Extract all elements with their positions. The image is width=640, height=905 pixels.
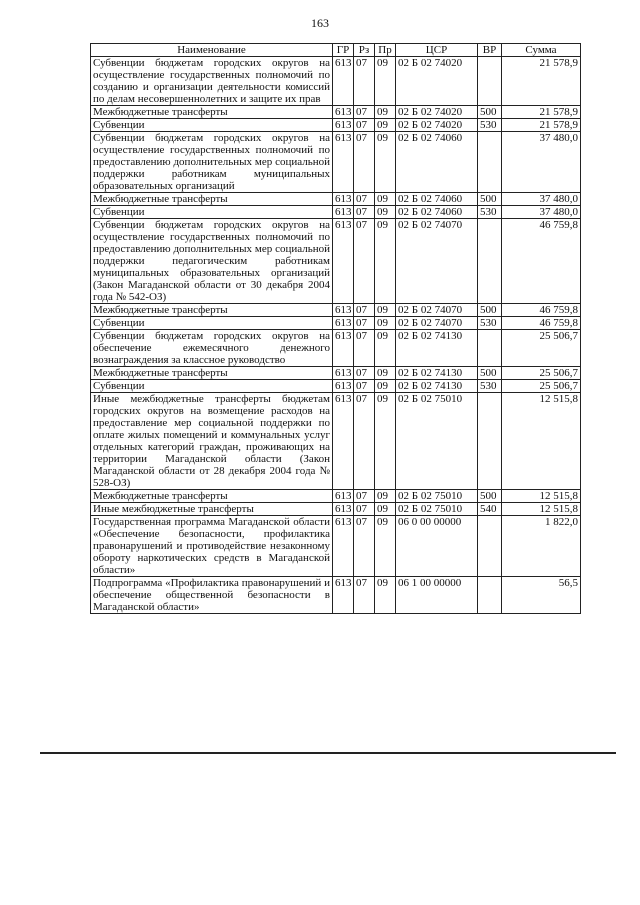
cell-vr <box>478 516 502 577</box>
cell-name: Иные межбюджетные трансферты бюджетам городских округов на возмещение расходов на предоставление мер социальной поддержки по оплате жилых помещений и коммунальных услуг отдельных категорий граждан, проживающих на территории Магаданской области (Закон Магаданской области от 28 декабря 2004 года № 528-ОЗ) <box>91 393 333 490</box>
cell-rz: 07 <box>354 57 375 106</box>
cell-gr: 613 <box>333 119 354 132</box>
cell-csr: 02 Б 02 74060 <box>396 193 478 206</box>
header-pr: Пр <box>375 44 396 57</box>
cell-sum: 21 578,9 <box>502 57 581 106</box>
header-gr: ГР <box>333 44 354 57</box>
cell-pr: 09 <box>375 516 396 577</box>
cell-gr: 613 <box>333 516 354 577</box>
cell-sum: 46 759,8 <box>502 304 581 317</box>
cell-csr: 02 Б 02 75010 <box>396 393 478 490</box>
cell-name: Субвенции <box>91 317 333 330</box>
table-row <box>91 304 581 317</box>
cell-name: Субвенции бюджетам городских округов на обеспечение ежемесячного денежного вознаграждения за классное руководство <box>91 330 333 367</box>
cell-sum: 25 506,7 <box>502 330 581 367</box>
cell-vr: 530 <box>478 206 502 219</box>
cell-rz: 07 <box>354 219 375 304</box>
cell-pr: 09 <box>375 57 396 106</box>
table-body <box>91 57 581 614</box>
cell-rz: 07 <box>354 330 375 367</box>
table-row <box>91 317 581 330</box>
cell-gr: 613 <box>333 503 354 516</box>
cell-name: Межбюджетные трансферты <box>91 304 333 317</box>
cell-sum: 46 759,8 <box>502 219 581 304</box>
cell-name: Межбюджетные трансферты <box>91 490 333 503</box>
cell-pr: 09 <box>375 490 396 503</box>
cell-csr: 02 Б 02 74130 <box>396 330 478 367</box>
table-row <box>91 577 581 614</box>
table-header-row <box>91 44 581 57</box>
cell-name: Субвенции бюджетам городских округов на осуществление государственных полномочий по предоставлению дополнительных мер социальной поддержки педагогическим работникам муниципальных образовательных организаций (Закон Магаданской области от 30 декабря 2004 года № 542-ОЗ) <box>91 219 333 304</box>
cell-sum: 1 822,0 <box>502 516 581 577</box>
cell-pr: 09 <box>375 367 396 380</box>
cell-gr: 613 <box>333 577 354 614</box>
header-sum: Сумма <box>502 44 581 57</box>
cell-gr: 613 <box>333 367 354 380</box>
cell-sum: 37 480,0 <box>502 206 581 219</box>
cell-rz: 07 <box>354 503 375 516</box>
cell-gr: 613 <box>333 317 354 330</box>
cell-vr <box>478 393 502 490</box>
cell-gr: 613 <box>333 304 354 317</box>
table-row <box>91 516 581 577</box>
cell-gr: 613 <box>333 193 354 206</box>
cell-vr: 500 <box>478 490 502 503</box>
cell-sum: 12 515,8 <box>502 503 581 516</box>
cell-pr: 09 <box>375 132 396 193</box>
cell-sum: 21 578,9 <box>502 106 581 119</box>
cell-name: Иные межбюджетные трансферты <box>91 503 333 516</box>
cell-sum: 12 515,8 <box>502 490 581 503</box>
cell-sum: 46 759,8 <box>502 317 581 330</box>
cell-vr: 500 <box>478 106 502 119</box>
cell-gr: 613 <box>333 490 354 503</box>
cell-rz: 07 <box>354 490 375 503</box>
cell-rz: 07 <box>354 367 375 380</box>
table-row <box>91 490 581 503</box>
cell-name: Межбюджетные трансферты <box>91 193 333 206</box>
cell-csr: 02 Б 02 74060 <box>396 132 478 193</box>
cell-rz: 07 <box>354 106 375 119</box>
table-row <box>91 330 581 367</box>
page-number: 163 <box>311 16 329 30</box>
cell-pr: 09 <box>375 330 396 367</box>
cell-vr <box>478 57 502 106</box>
cell-sum: 25 506,7 <box>502 367 581 380</box>
table-row <box>91 380 581 393</box>
cell-name: Субвенции бюджетам городских округов на осуществление государственных полномочий по предоставлению дополнительных мер социальной поддержки работникам муниципальных образовательных организаций <box>91 132 333 193</box>
cell-csr: 02 Б 02 74020 <box>396 106 478 119</box>
table-row <box>91 57 581 106</box>
cell-vr <box>478 330 502 367</box>
cell-gr: 613 <box>333 106 354 119</box>
cell-vr: 530 <box>478 317 502 330</box>
cell-csr: 02 Б 02 74070 <box>396 219 478 304</box>
cell-rz: 07 <box>354 380 375 393</box>
cell-vr: 500 <box>478 367 502 380</box>
cell-pr: 09 <box>375 577 396 614</box>
cell-csr: 06 0 00 00000 <box>396 516 478 577</box>
cell-csr: 02 Б 02 74020 <box>396 57 478 106</box>
cell-pr: 09 <box>375 106 396 119</box>
cell-sum: 37 480,0 <box>502 132 581 193</box>
cell-gr: 613 <box>333 132 354 193</box>
cell-vr <box>478 219 502 304</box>
cell-csr: 06 1 00 00000 <box>396 577 478 614</box>
cell-pr: 09 <box>375 119 396 132</box>
budget-table <box>90 43 581 614</box>
cell-rz: 07 <box>354 393 375 490</box>
cell-name: Субвенции <box>91 380 333 393</box>
cell-csr: 02 Б 02 74130 <box>396 380 478 393</box>
cell-rz: 07 <box>354 119 375 132</box>
cell-name: Государственная программа Магаданской области «Обеспечение безопасности, профилактика правонарушений и противодействие незаконному обороту наркотических средств в Магаданской области» <box>91 516 333 577</box>
cell-csr: 02 Б 02 75010 <box>396 503 478 516</box>
cell-csr: 02 Б 02 74060 <box>396 206 478 219</box>
cell-pr: 09 <box>375 380 396 393</box>
cell-pr: 09 <box>375 304 396 317</box>
cell-sum: 21 578,9 <box>502 119 581 132</box>
cell-name: Субвенции бюджетам городских округов на осуществление государственных полномочий по созданию и организации деятельности комиссий по делам несовершеннолетних и защите их прав <box>91 57 333 106</box>
cell-pr: 09 <box>375 219 396 304</box>
cell-name: Субвенции <box>91 206 333 219</box>
cell-rz: 07 <box>354 516 375 577</box>
cell-pr: 09 <box>375 317 396 330</box>
table-row <box>91 132 581 193</box>
cell-rz: 07 <box>354 317 375 330</box>
table-row <box>91 367 581 380</box>
cell-rz: 07 <box>354 132 375 193</box>
cell-gr: 613 <box>333 206 354 219</box>
cell-csr: 02 Б 02 74020 <box>396 119 478 132</box>
header-name: Наименование <box>91 44 333 57</box>
cell-name: Субвенции <box>91 119 333 132</box>
cell-vr <box>478 577 502 614</box>
cell-rz: 07 <box>354 577 375 614</box>
header-rz: Рз <box>354 44 375 57</box>
header-csr: ЦСР <box>396 44 478 57</box>
cell-vr: 530 <box>478 119 502 132</box>
cell-rz: 07 <box>354 206 375 219</box>
cell-sum: 37 480,0 <box>502 193 581 206</box>
cell-sum: 12 515,8 <box>502 393 581 490</box>
cell-csr: 02 Б 02 74130 <box>396 367 478 380</box>
table-row <box>91 219 581 304</box>
cell-gr: 613 <box>333 393 354 490</box>
cell-vr: 530 <box>478 380 502 393</box>
cell-gr: 613 <box>333 57 354 106</box>
cell-csr: 02 Б 02 74070 <box>396 304 478 317</box>
cell-name: Межбюджетные трансферты <box>91 106 333 119</box>
cell-pr: 09 <box>375 393 396 490</box>
footer-rule <box>40 752 616 754</box>
cell-csr: 02 Б 02 75010 <box>396 490 478 503</box>
cell-gr: 613 <box>333 330 354 367</box>
table-row <box>91 193 581 206</box>
table-row <box>91 206 581 219</box>
cell-vr <box>478 132 502 193</box>
cell-gr: 613 <box>333 380 354 393</box>
cell-name: Межбюджетные трансферты <box>91 367 333 380</box>
cell-pr: 09 <box>375 193 396 206</box>
table-row <box>91 106 581 119</box>
cell-gr: 613 <box>333 219 354 304</box>
table-row <box>91 119 581 132</box>
cell-rz: 07 <box>354 193 375 206</box>
cell-pr: 09 <box>375 206 396 219</box>
table-row <box>91 393 581 490</box>
cell-sum: 25 506,7 <box>502 380 581 393</box>
cell-vr: 500 <box>478 193 502 206</box>
cell-vr: 500 <box>478 304 502 317</box>
table-row <box>91 503 581 516</box>
header-vr: ВР <box>478 44 502 57</box>
cell-rz: 07 <box>354 304 375 317</box>
cell-sum: 56,5 <box>502 577 581 614</box>
cell-name: Подпрограмма «Профилактика правонарушений и обеспечение общественной безопасности в Магаданской области» <box>91 577 333 614</box>
cell-csr: 02 Б 02 74070 <box>396 317 478 330</box>
cell-vr: 540 <box>478 503 502 516</box>
cell-pr: 09 <box>375 503 396 516</box>
